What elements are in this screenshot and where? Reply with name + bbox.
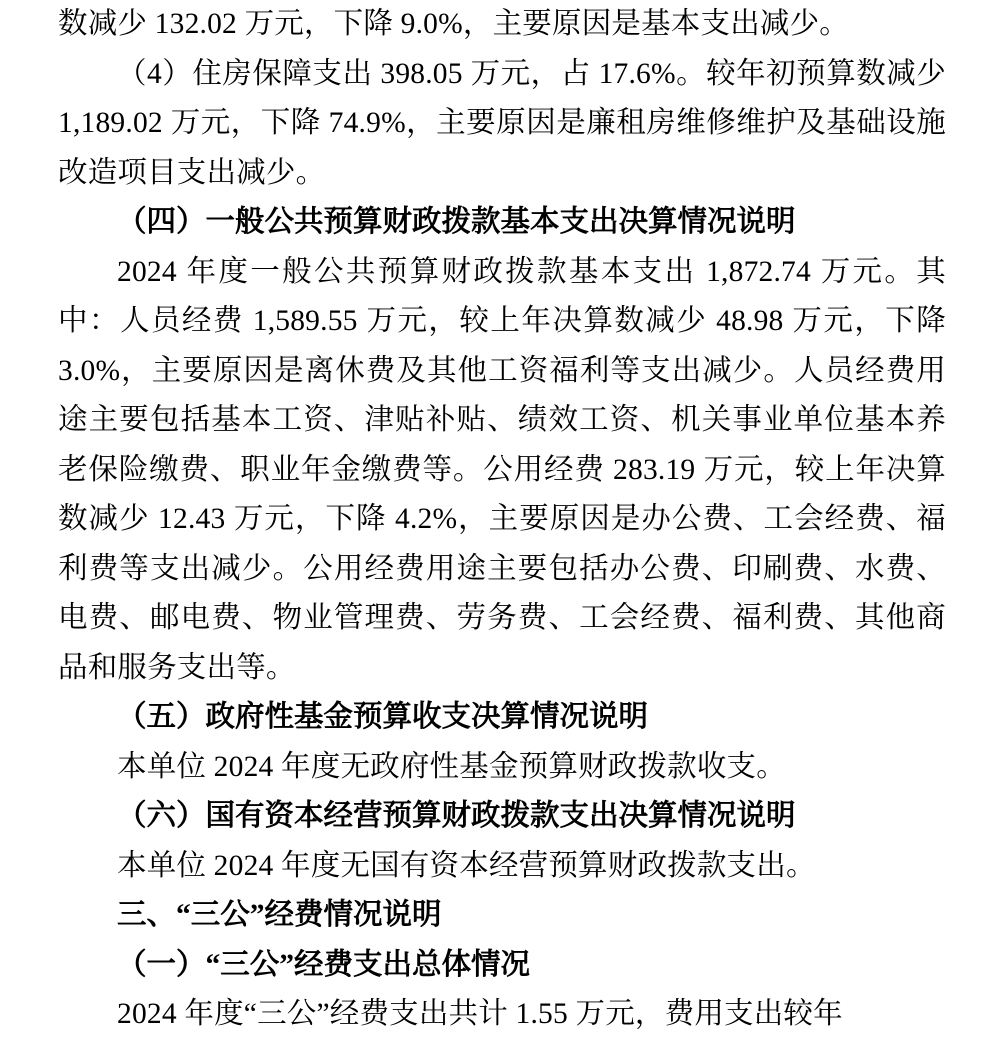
document-body — [58, 0, 946, 1040]
heading-three-public-overall: （一）“三公”经费支出总体情况 — [117, 948, 531, 981]
paragraph-three-public-total: 2024 年度“三公”经费支出共计 1.55 万元，费用支出较年 — [117, 998, 843, 1030]
paragraph-state-capital-operation-none: 本单位 2024 年度无国有资本经营预算财政拨款支出。 — [117, 849, 816, 882]
paragraph-continued-expenditure-decrease: 数减少 132.02 万元，下降 9.0%，主要原因是基本支出减少。 — [58, 8, 849, 40]
heading-government-fund-budget: （五）政府性基金预算收支决算情况说明 — [117, 701, 649, 733]
section-heading-three-public-expenses: 三、“三公”经费情况说明 — [117, 899, 442, 931]
paragraph-government-fund-budget-none: 本单位 2024 年度无政府性基金预算财政拨款收支。 — [117, 750, 786, 783]
paragraph-basic-expenditure-detail: 2024 年度一般公共预算财政拨款基本支出 1,872.74 万元。其中：人员经费 1,589.55 万元，较上年决算数减少 48.98 万元，下降 3.0%，主要原因是离休费及其他工资福利等支出减少。人员经费用途主要包括基本工资、津贴补贴、绩效工资、机关事业单位基本养老保险缴费、职业年金缴费等。公用经费 283.19 万元，较上年决算数减少 12.43 万元，下降 4.2%，主要原因是办公费、工会经费、福利费等支出减少。公用经费用途主要包括办公费、印刷费、水费、电费、邮电费、物业管理费、劳务费、工会经费、福利费、其他商品和服务支出等。 — [58, 255, 946, 684]
paragraph-housing-security-expenditure: （4）住房保障支出 398.05 万元，占 17.6%。较年初预算数减少 1,189.02 万元，下降 74.9%，主要原因是廉租房维修维护及基础设施改造项目支出减少。 — [58, 57, 946, 189]
heading-basic-expenditure-final-accounts: （四）一般公共预算财政拨款基本支出决算情况说明 — [117, 206, 796, 238]
heading-state-capital-operation-budget: （六）国有资本经营预算财政拨款支出决算情况说明 — [117, 800, 796, 832]
